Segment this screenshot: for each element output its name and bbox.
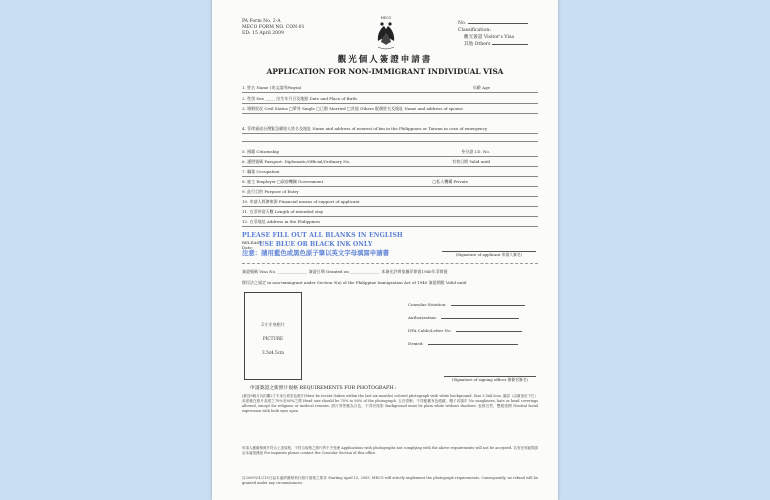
- field-financial-means[interactable]: [242, 200, 538, 207]
- classification-box: [458, 20, 528, 48]
- dfa-cable-line: [456, 331, 522, 332]
- requirements-paragraph: 申請人應確保照片符合上述規格，不符合規格之照片將不予受理 Applications with photographs not complying with the above requirements will not be accepted. 若有任何疑問請洽本處領務組 For inquiries please contact the Consular Section of this office.: [242, 446, 538, 455]
- dfa-cable-label: DFA Cable/Letter No.: [408, 328, 452, 333]
- photo-box[interactable]: [244, 292, 302, 380]
- field-occupation[interactable]: [242, 170, 538, 177]
- authorization-row[interactable]: [408, 316, 538, 321]
- release-label: RELEASE:: [242, 240, 264, 245]
- visitor-visa-option[interactable]: 觀光簽證 Visitor's Visa: [464, 35, 515, 40]
- form-header-line: PA Form No. 2-A: [242, 19, 281, 24]
- title-english: APPLICATION FOR NON-IMMIGRANT INDIVIDUAL VISA: [266, 67, 504, 76]
- form-header: [242, 19, 305, 37]
- field-label: 1. 姓名 Name (英文請用Pinyin): [242, 85, 302, 90]
- title-chinese: 觀光個人簽證申請書: [337, 55, 433, 65]
- field-label: 5. 國籍 Citizenship: [242, 149, 280, 154]
- classification-label: Classification:: [458, 28, 491, 33]
- requirements-paragraph: (最近6個月內拍攝2寸半身白底彩色照片)Must be recent (taken within the last six months) colored photograph with white background. Size 3.5x4.5cm. 頭部（由頭頂至下巴）高度應在照片高度之70%至80%之間 Head size should be 70% to 80% of the photograph. 五官清晰，不得配戴有色眼鏡、帽子或頭巾 No sunglasses, hats or head coverings allowed, except for religious or medical reasons. 照片背景應為白色，不得有陰影 Background must be plain white without shadows. 表情自然，雙眼張開 Neutral facial expression with both eyes open.: [242, 394, 538, 413]
- field-address-philippines[interactable]: [242, 220, 538, 227]
- consular-notation-label: Consular Notation:: [408, 302, 447, 307]
- field-age-label: 年齡 Age: [472, 85, 490, 90]
- form-header-line: ED: 15 April 2009: [242, 31, 284, 36]
- authorization-line: [441, 318, 519, 319]
- field-citizenship[interactable]: [242, 150, 538, 157]
- field-label: 8. 雇主 Employer □政府機關 Government: [242, 179, 324, 184]
- dfa-cable-row[interactable]: [408, 329, 538, 334]
- denied-row[interactable]: [408, 342, 538, 347]
- notice-fill-english: PLEASE FILL OUT ALL BLANKS IN ENGLISH: [242, 232, 403, 239]
- field-sex-birth[interactable]: [242, 97, 538, 104]
- notice-chinese: 注意：請用藍色或黑色原子筆以英文字母填寫申請書: [242, 249, 389, 257]
- denied-label: Denied:: [408, 341, 424, 346]
- authorization-label: Authorization:: [408, 315, 437, 320]
- applicant-signature[interactable]: (Signature of applicant 申請人簽名): [442, 251, 536, 257]
- officer-signature[interactable]: (Signature of signing officer 簽簽官簽名): [444, 376, 536, 382]
- field-employer[interactable]: [242, 180, 538, 187]
- no-label: No.: [458, 21, 467, 26]
- field-label: 2. 性別 Sex _____ 出生年月日及地點 Date and Place of Birth: [242, 96, 357, 101]
- no-input[interactable]: [468, 23, 528, 24]
- visa-application-form: [212, 0, 558, 500]
- field-label: 10. 申請人經濟來源 Financial means of support of applicant: [242, 199, 360, 204]
- others-line: [492, 44, 528, 45]
- office-divider: [242, 263, 538, 264]
- field-length-of-stay[interactable]: [242, 210, 538, 217]
- field-label: 3. 婚姻狀況 Civil Status □單身 Single □已婚 Married □其他 Others 配偶姓名及地址 Name and address of spouse: [242, 106, 463, 111]
- requirements-title: 申請簽證之新照片規格 REQUIREMENTS FOR PHOTOGRAPH :: [250, 386, 397, 391]
- field-label: 11. 在菲停留天數 Length of intended stay: [242, 209, 324, 214]
- date-label: Date:: [242, 245, 253, 250]
- consular-notation-row[interactable]: [408, 303, 538, 308]
- field-purpose[interactable]: [242, 190, 538, 197]
- denied-line: [428, 344, 518, 345]
- photo-label-en: PICTURE: [262, 336, 284, 341]
- photo-size: 3.5x4.5cm: [262, 350, 284, 355]
- notice-ink: USE BLUE OR BLACK INK ONLY: [259, 241, 373, 248]
- photo-label-zh: 2寸半身相片: [261, 322, 285, 327]
- field-label: 12. 在菲地址 Address in the Philippines: [242, 219, 321, 224]
- field-name[interactable]: [242, 86, 538, 93]
- field-emergency-contact[interactable]: [242, 127, 538, 134]
- field-label: 6. 護照號碼 Passport: Diplomatic/Official/Ordinary No.: [242, 159, 351, 164]
- consular-notation-line: [451, 305, 525, 306]
- field-private-label: □私人機構 Private: [432, 179, 468, 184]
- field-passport[interactable]: [242, 160, 538, 167]
- meco-emblem: [373, 14, 399, 52]
- requirements-paragraph: 自2009年4月15日起本處將嚴格執行照片規格之要求 Starting April 15, 2009, MECO will strictly implement the photograph requirements. Consequently, no refund will be granted under any circumstances.: [242, 476, 538, 485]
- field-valid-label: 有效日期 Valid until: [452, 159, 490, 164]
- field-civil-status[interactable]: [242, 107, 538, 114]
- visa-number-line: 簽證號碼 Visa No. _______________ 簽證日期 Granted on _______________ 本簽光許辨依據菲律賓1940年菲律賓: [242, 269, 448, 274]
- logo-text: MECO: [380, 16, 392, 20]
- field-label: 4. 菲律賓或台灣緊急聯絡人姓名及地址 Name and address of nearest of kin in the Philippines or Taiwan in case of emergency: [242, 126, 488, 131]
- visa-valid-line: 移民法之規定 in non-immigrant under Section 9(a) of the Philippine Immigration Act of 1940 簽證期限 Valid until: [242, 280, 467, 285]
- field-label: 7. 職業 Occupation: [242, 169, 280, 174]
- field-emergency-line[interactable]: [242, 137, 538, 142]
- others-option[interactable]: 其他 Others: [464, 42, 491, 47]
- field-id-label: 身分證 I.D. No.: [461, 149, 490, 154]
- field-label: 9. 此行目的 Purpose of Entry: [242, 189, 299, 194]
- form-header-line: MECO FORM NO. CON-01: [242, 25, 305, 30]
